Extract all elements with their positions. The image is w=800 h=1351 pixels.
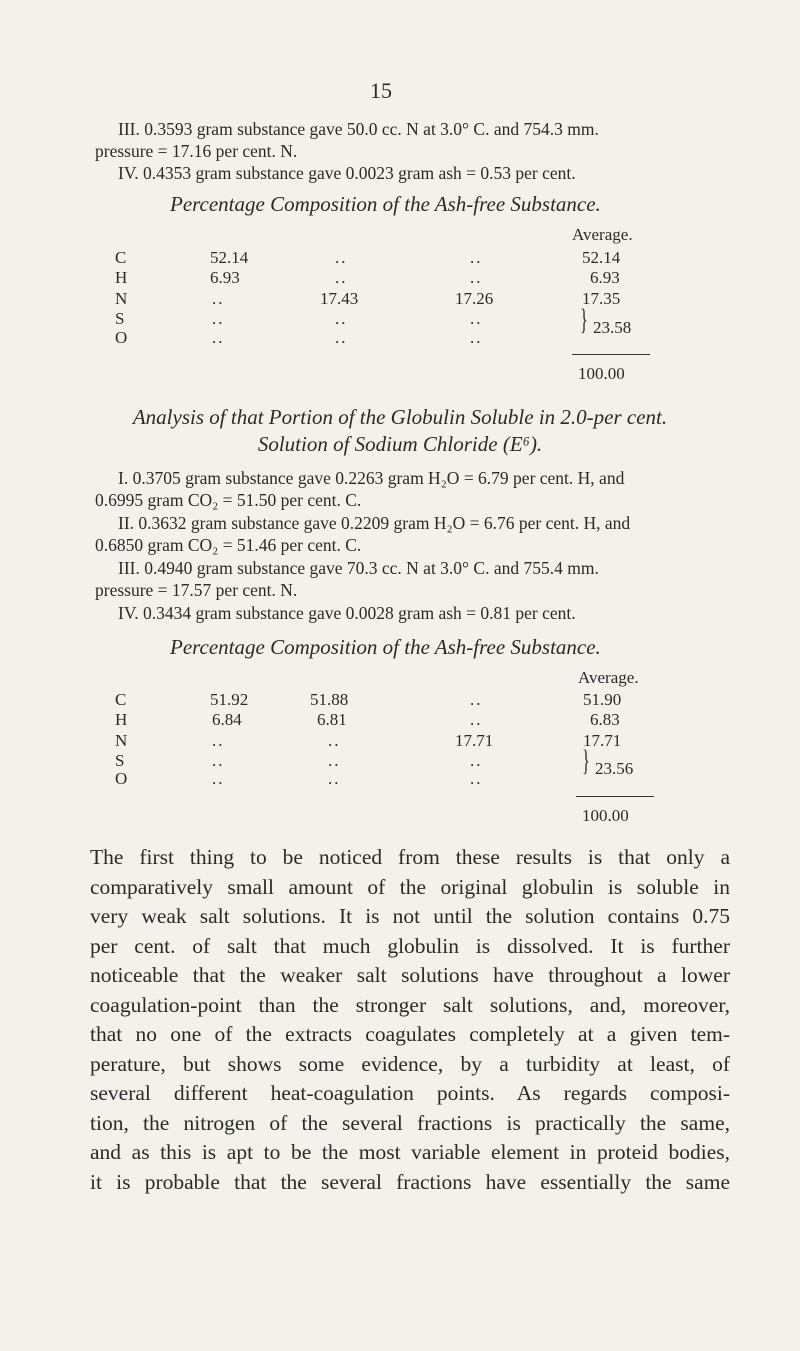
determination-line: III. 0.3593 gram substance gave 50.0 cc. N at 3.0° C. and 754.3 mm. <box>118 119 599 139</box>
brace: } <box>582 744 590 777</box>
table-cell: 17.43 <box>320 289 359 308</box>
sum-rule <box>576 796 654 797</box>
element-label: H <box>115 710 128 729</box>
section-heading: Solution of Sodium Chloride (E⁶). <box>257 432 543 456</box>
sum-rule <box>572 354 650 355</box>
paragraph-line: noticeable that the weaker salt solutions have throughout a lower <box>90 963 730 987</box>
table-cell: 6.93 <box>210 268 240 287</box>
table-cell: 51.88 <box>310 690 349 709</box>
table-cell: .. <box>212 769 225 788</box>
determination-line: IV. 0.3434 gram substance gave 0.0028 gram ash = 0.81 per cent. <box>118 603 576 623</box>
element-label: N <box>115 731 128 750</box>
table-cell: 6.81 <box>317 710 347 729</box>
paragraph-line: very weak salt solutions. It is not until the solution contains 0.75 <box>90 904 730 928</box>
determination-line: II. 0.3632 gram substance gave 0.2209 gram H₂O = 6.76 per cent. H, and <box>118 513 631 533</box>
table-cell: .. <box>470 248 483 267</box>
average-cell: 17.35 <box>582 289 621 308</box>
paragraph-line: perature, but shows some evidence, by a turbidity at least, of <box>90 1051 730 1076</box>
determination-line: pressure = 17.57 per cent. N. <box>95 580 298 600</box>
table-cell: .. <box>212 309 225 328</box>
table-cell: .. <box>328 751 341 770</box>
average-cell: 52.14 <box>582 248 621 267</box>
table-cell: .. <box>470 710 483 729</box>
paragraph-line: comparatively small amount of the original globulin is soluble in <box>90 874 730 899</box>
total-cell: 100.00 <box>582 806 629 825</box>
average-cell-so: 23.58 <box>593 318 632 337</box>
element-label: S <box>115 309 125 328</box>
element-label: N <box>115 289 128 308</box>
table-cell: .. <box>470 309 483 328</box>
table-cell: .. <box>335 268 348 287</box>
table-cell: .. <box>212 289 225 308</box>
element-label: O <box>115 328 128 347</box>
table-cell: .. <box>335 248 348 267</box>
table-cell: .. <box>470 751 483 770</box>
table-cell: 17.71 <box>455 731 494 750</box>
table-cell: .. <box>212 328 225 347</box>
table-title: Percentage Composition of the Ash-free Substance. <box>170 635 601 659</box>
determination-line: 0.6850 gram CO₂ = 51.46 per cent. C. <box>95 535 362 555</box>
table-cell: .. <box>335 328 348 347</box>
element-label: C <box>115 248 127 267</box>
paragraph-line: coagulation-point than the stronger salt solutions, and, moreover, <box>90 992 730 1017</box>
element-label: S <box>115 751 125 770</box>
average-header: Average. <box>572 225 633 244</box>
table-cell: .. <box>328 731 341 750</box>
element-label: C <box>115 690 127 709</box>
determination-line: IV. 0.4353 gram substance gave 0.0023 gram ash = 0.53 per cent. <box>118 163 576 183</box>
paragraph-line: it is probable that the several fractions have essentially the same <box>90 1169 730 1194</box>
determination-line: I. 0.3705 gram substance gave 0.2263 gram H₂O = 6.79 per cent. H, and <box>118 468 625 488</box>
average-cell-so: 23.56 <box>595 759 634 778</box>
table-cell: .. <box>335 309 348 328</box>
table-cell: .. <box>212 731 225 750</box>
determination-line: pressure = 17.16 per cent. N. <box>95 141 298 161</box>
paragraph-line: tion, the nitrogen of the several fractions is practically the same, <box>90 1110 730 1135</box>
paragraph-line: per cent. of salt that much globulin is dissolved. It is further <box>90 933 730 958</box>
paragraph-line: The first thing to be noticed from these results is that only a <box>90 845 730 869</box>
average-header: Average. <box>578 668 639 687</box>
determination-line: III. 0.4940 gram substance gave 70.3 cc. N at 3.0° C. and 755.4 mm. <box>118 558 599 578</box>
average-cell: 17.71 <box>583 731 622 750</box>
total-cell: 100.00 <box>578 364 625 383</box>
brace: } <box>580 303 588 336</box>
table-cell: .. <box>470 690 483 709</box>
table-cell: .. <box>212 751 225 770</box>
element-label: O <box>115 769 128 788</box>
table-cell: 17.26 <box>455 289 494 308</box>
table-cell: .. <box>470 769 483 788</box>
average-cell: 6.93 <box>590 268 620 287</box>
table-cell: 52.14 <box>210 248 249 267</box>
paragraph-line: and as this is apt to be the most variable element in proteid bodies, <box>90 1140 730 1164</box>
body-paragraph <box>90 843 730 1197</box>
determination-line: 0.6995 gram CO₂ = 51.50 per cent. C. <box>95 490 362 510</box>
paragraph-line: that no one of the extracts coagulates completely at a given tem- <box>90 1022 730 1046</box>
element-label: H <box>115 268 128 287</box>
table-title: Percentage Composition of the Ash-free Substance. <box>170 192 601 216</box>
average-cell: 51.90 <box>583 690 622 709</box>
page-number: 15 <box>370 78 392 103</box>
average-cell: 6.83 <box>590 710 620 729</box>
table-cell: 51.92 <box>210 690 249 709</box>
table-cell: .. <box>470 328 483 347</box>
paragraph-line: several different heat-coagulation points. As regards composi- <box>90 1081 730 1105</box>
table-cell: .. <box>328 769 341 788</box>
section-heading: Analysis of that Portion of the Globulin Soluble in 2.0-per cent. <box>132 405 668 429</box>
table-cell: 6.84 <box>212 710 242 729</box>
table-cell: .. <box>470 268 483 287</box>
